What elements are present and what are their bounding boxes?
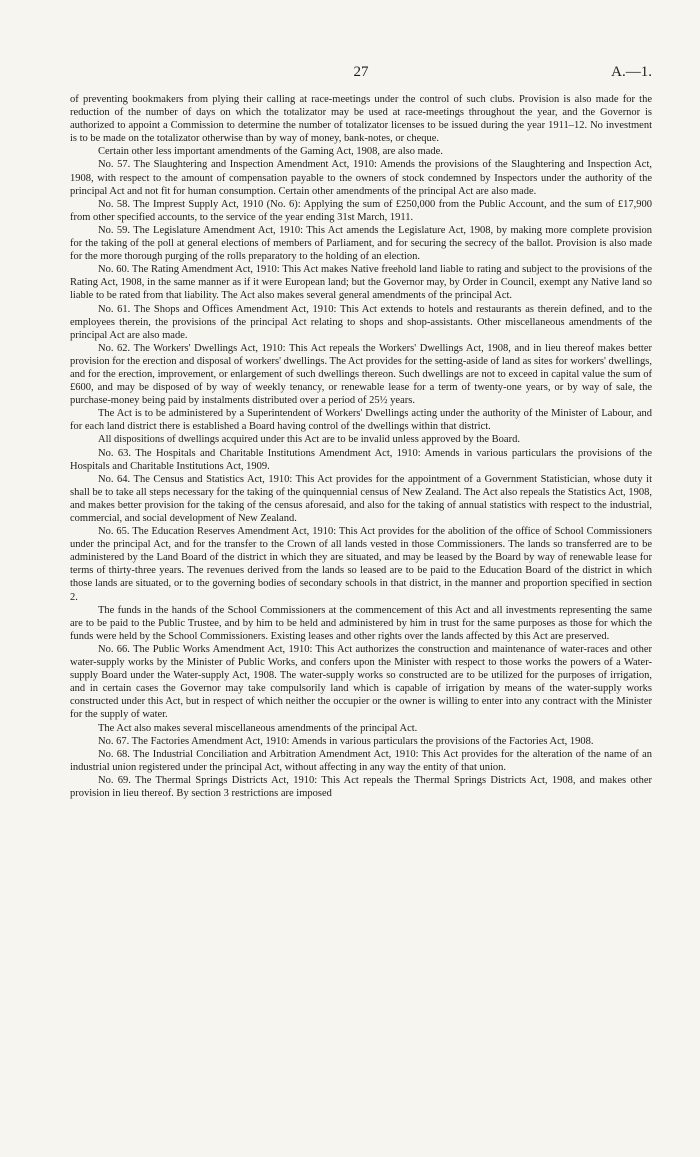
paragraph-act-62: No. 62. The Workers' Dwellings Act, 1910: This Act repeals the Workers' Dwellings Act, 1908, and in lieu thereof makes better provision for the erection and disposal of workers' dwellings. The Act provides for the setting-aside of land as sites for workers' dwellings, and for the erection, improvement, or enlargement of such dwellings thereon. Such dwellings are not to exceed in capital value the sum of £600, and may be disposed of by way of weekly tenancy, or renewable lease for a term of twenty-one years, or by way of sale, the purchase-money being paid by instalments distributed over a period of 25½ years. [70, 342, 652, 407]
paragraph-act-68: No. 68. The Industrial Conciliation and Arbitration Amendment Act, 1910: This Act provides for the alteration of the name of an industrial union registered under the principal Act, without affecting in any way the entity of that union. [70, 748, 652, 773]
paragraph-act-57: No. 57. The Slaughtering and Inspection Amendment Act, 1910: Amends the provisions of the Slaughtering and Inspection Act, 1908, with respect to the amount of compensation payable to the owners of stock condemned by Inspectors under the authority of the principal Act and not fit for human consumption. Certain other amendments of the principal Act are also made. [70, 159, 652, 197]
paragraph-act-67: No. 67. The Factories Amendment Act, 1910: Amends in various particulars the provisions of the Factories Act, 1908. [98, 735, 594, 747]
paragraph-gaming-continued: of preventing bookmakers from plying their calling at race-meetings under the control of such clubs. Provision is also made for the reduction of the number of days on which the totalizator may be used at race-meetings throughout the year, and the Governor is authorized to appoint a Commission to determine the number of totalizator licenses to be issued during the year 1911–12. No investment is to be made on the totalizator otherwise than by way of money, bank-notes, or cheque. [70, 94, 652, 145]
paragraph-act-63: No. 63. The Hospitals and Charitable Institutions Amendment Act, 1910: Amends in various particulars the provisions of the Hospitals and Charitable Institutions Act, 1909. [70, 447, 652, 472]
paragraph-gaming-other-amendments: Certain other less important amendments of the Gaming Act, 1908, are also made. [98, 146, 443, 158]
page-header [70, 64, 652, 84]
paragraph-act-66: No. 66. The Public Works Amendment Act, 1910: This Act authorizes the construction and maintenance of water-races and other water-supply works by the Minister of Public Works, and confers upon the Minister with respect to those works the powers of a Water-supply Board under the Water-supply Act, 1908. The water-supply works so constructed are to be utilized for the purposes of irrigation, and in certain cases the Governor may take compulsorily land which is capable of irrigation by means of the water-supply works constructed under this Act, but in respect of which neither the occupier or the owner is willing to enter into any contract with the Minister for the supply of water. [70, 643, 652, 721]
page-number: 27 [353, 64, 369, 80]
paragraph-act-62-administration: The Act is to be administered by a Superintendent of Workers' Dwellings acting under the authority of the Minister of Labour, and for each land district there is established a Board having control of the dwellings within that district. [70, 408, 652, 433]
paragraph-act-65-funds: The funds in the hands of the School Commissioners at the commencement of this Act and all investments representing the same are to be paid to the Public Trustee, and by him to be held and administered by him in trust for the same purposes as those for which the funds were held by the School Commissioners. Existing leases and other rights over the lands affected by this Act are preserved. [70, 604, 652, 642]
paragraph-act-65: No. 65. The Education Reserves Amendment Act, 1910: This Act provides for the abolition of the office of School Commissioners under the principal Act, and for the transfer to the Crown of all lands vested in those Commissioners. The lands so transferred are to be administered by the Land Board of the district in which they are situated, and may be leased by the Board by way of renewable lease for terms of thirty-three years. The revenues derived from the lands so leased are to be paid to the Education Board of the district in which those lands are situated, or to the governing bodies of secondary schools in that district, in the manner and proportion specified in section 2. [70, 526, 652, 603]
paragraph-act-60: No. 60. The Rating Amendment Act, 1910: This Act makes Native freehold land liable to rating and subject to the provisions of the Rating Act, 1908, in the same manner as if it were European land; but the Governor may, by Order in Council, exempt any Native land so liable to be rated from that liability. The Act also makes several general amendments of the principal Act. [70, 264, 652, 302]
paragraph-act-69: No. 69. The Thermal Springs Districts Act, 1910: This Act repeals the Thermal Springs Districts Act, 1908, and makes other provision in lieu thereof. By section 3 restrictions are imposed [70, 774, 652, 799]
paragraph-act-66-misc: The Act also makes several miscellaneous amendments of the principal Act. [98, 722, 418, 734]
paragraph-act-64: No. 64. The Census and Statistics Act, 1910: This Act provides for the appointment of a Government Statistician, whose duty it shall be to take all steps necessary for the taking of the quinquennial census of New Zealand. The Act also repeals the Statistics Act, 1908, and makes better provision for the taking of the census aforesaid, and also for the taking of annual statistics with respect to the industrial, commercial, and social development of New Zealand. [70, 473, 652, 524]
paragraph-act-59: No. 59. The Legislature Amendment Act, 1910: This Act amends the Legislature Act, 1908, by making more complete provision for the taking of the poll at general elections of members of Parliament, and for securing the secrecy of the ballot. Provision is also made for the more thorough purging of the rolls preparatory to the holding of an election. [70, 224, 652, 263]
paragraph-act-62-dispositions: All dispositions of dwellings acquired under this Act are to be invalid unless approved by the Board. [98, 434, 520, 446]
body-text [70, 93, 652, 800]
document-reference: A.—1. [611, 64, 652, 80]
paragraph-act-61: No. 61. The Shops and Offices Amendment Act, 1910: This Act extends to hotels and restaurants as therein defined, and to the employees therein, the provisions of the principal Act relating to shops and shop-assistants. Other miscellaneous amendments of the principal Act are also made. [70, 303, 652, 341]
paragraph-act-58: No. 58. The Imprest Supply Act, 1910 (No. 6): Applying the sum of £250,000 from the Public Account, and the sum of £17,900 from other specified accounts, to the service of the year ending 31st March, 1911. [70, 198, 652, 223]
